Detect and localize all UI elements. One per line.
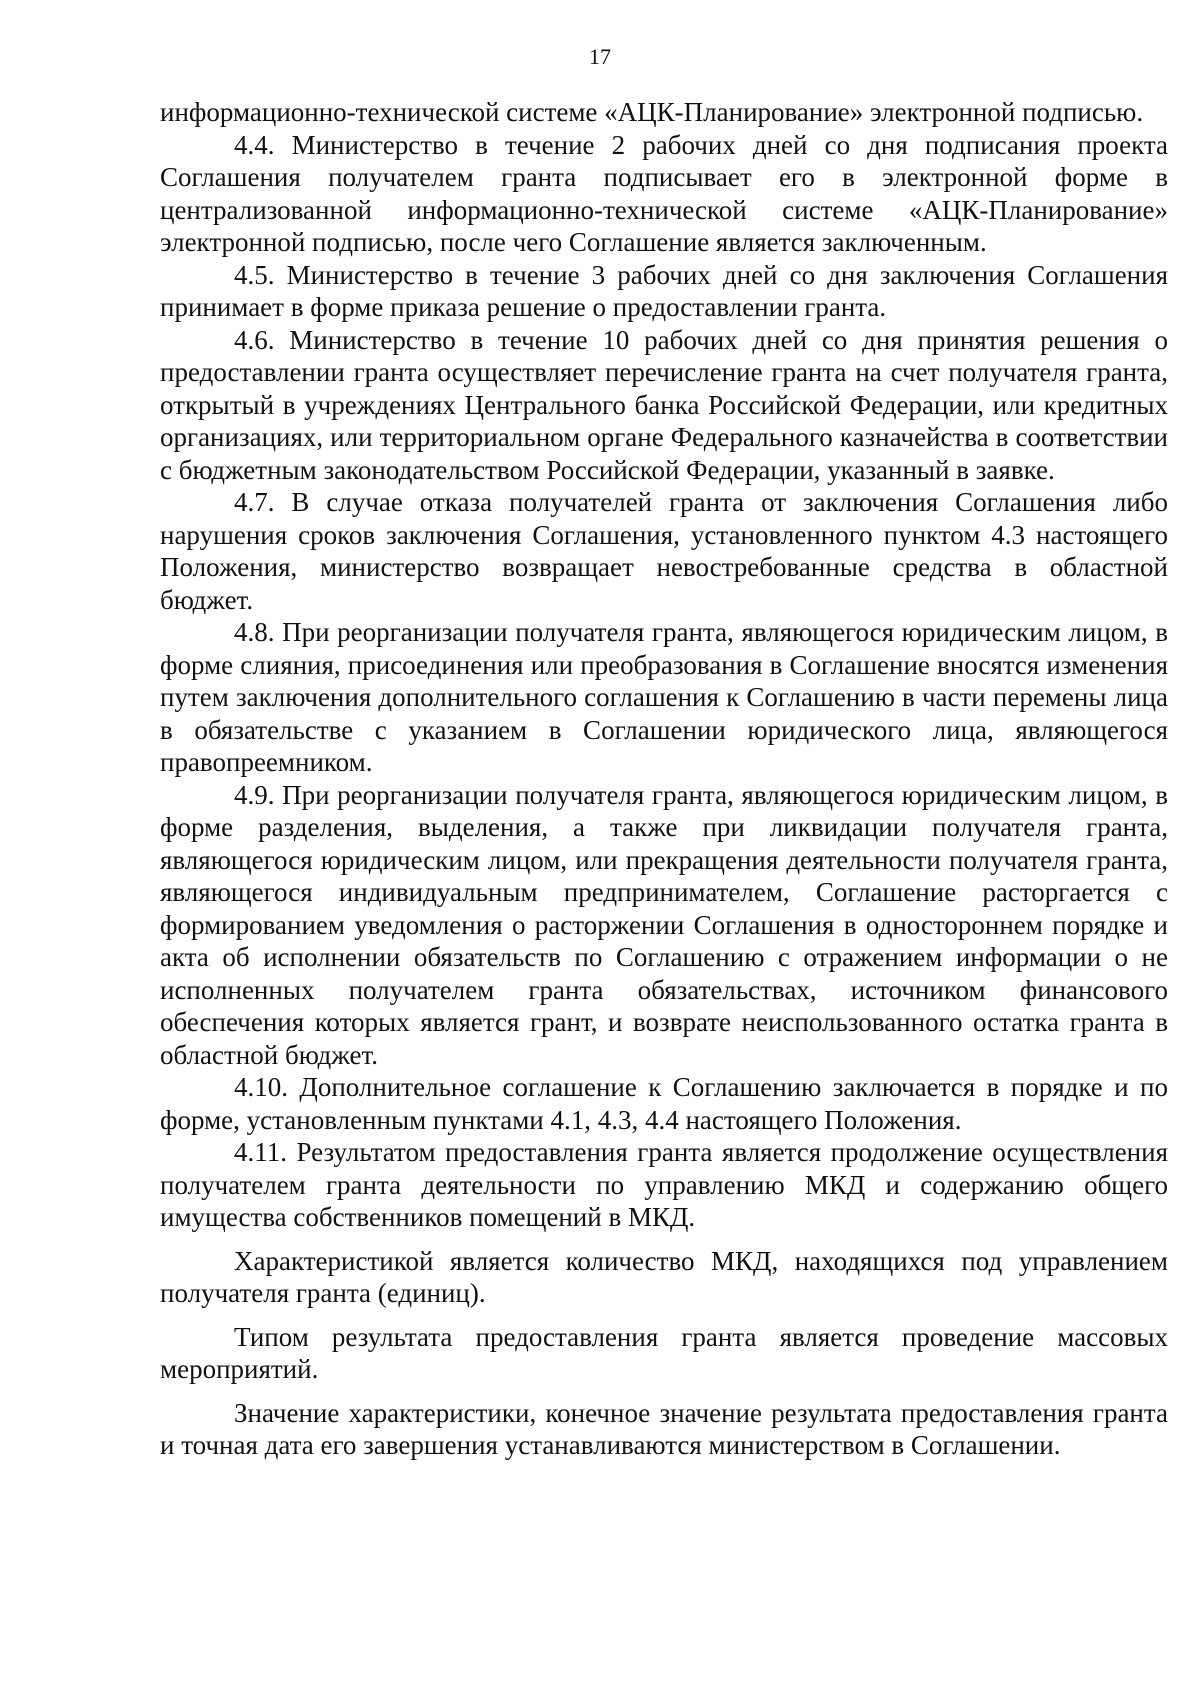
page-number: 17 (589, 44, 611, 69)
document-body (160, 96, 1168, 1462)
paragraph-4-4: 4.4. Министерство в течение 2 рабочих дней со дня подписания проекта Соглашения получателем гранта подписывает его в электронной форме в централизованной информационно-технической системе «АЦК-Планирование» электронной подписью, после чего Соглашение является заключенным. (160, 129, 1168, 257)
paragraph-4-11: 4.11. Результатом предоставления гранта является продолжение осуществления получателем гранта деятельности по управлению МКД и содержанию общего имущества собственников помещений в МКД. (160, 1137, 1168, 1232)
paragraph-4-6: 4.6. Министерство в течение 10 рабочих дней со дня принятия решения о предоставлении гранта осуществляет перечисление гранта на счет получателя гранта, открытый в учреждениях Центрального банка Российской Федерации, или кредитных организациях, или территориальном органе Федерального казначейства в соответствии с бюджетным законодательством Российской Федерации, указанный в заявке. (160, 324, 1168, 485)
paragraph-characteristic: Характеристикой является количество МКД, находящихся под управлением получателя гранта (единиц). (160, 1245, 1168, 1308)
paragraph-4-10: 4.10. Дополнительное соглашение к Соглашению заключается в порядке и по форме, установленным пунктами 4.1, 4.3, 4.4 настоящего Положения. (160, 1072, 1168, 1135)
paragraph-characteristic-value: Значение характеристики, конечное значение результата предоставления гранта и точная дата его завершения устанавливаются министерством в Соглашении. (160, 1397, 1168, 1460)
paragraph-4-5: 4.5. Министерство в течение 3 рабочих дней со дня заключения Соглашения принимает в форме приказа решение о предоставлении гранта. (160, 259, 1168, 322)
paragraph-4-8: 4.8. При реорганизации получателя гранта, являющегося юридическим лицом, в форме слияния, присоединения или преобразования в Соглашение вносятся изменения путем заключения дополнительного соглашения к Соглашению в части перемены лица в обязательстве с указанием в Соглашении юридического лица, являющегося правопреемником. (160, 617, 1168, 777)
paragraph-result-type: Типом результата предоставления гранта является проведение массовых мероприятий. (160, 1321, 1168, 1384)
paragraph-4-7: 4.7. В случае отказа получателей гранта от заключения Соглашения либо нарушения сроков заключения Соглашения, установленного пунктом 4.3 настоящего Положения, министерство возвращает невостребованные средства в областной бюджет. (160, 487, 1168, 615)
paragraph-continuation: информационно-технической системе «АЦК-Планирование» электронной подписью. (160, 97, 1144, 127)
paragraph-4-9: 4.9. При реорганизации получателя гранта, являющегося юридическим лицом, в форме разделения, выделения, а также при ликвидации получателя гранта, являющегося юридическим лицом, или прекращения деятельности получателя гранта, являющегося индивидуальным предпринимателем, Соглашение расторгается с формированием уведомления о расторжении Соглашения в одностороннем порядке и акта об исполнении обязательств по Соглашению с отражением информации о не исполненных получателем гранта обязательствах, источником финансового обеспечения которых является грант, и возврате неиспользованного остатка гранта в областной бюджет. (160, 779, 1168, 1070)
